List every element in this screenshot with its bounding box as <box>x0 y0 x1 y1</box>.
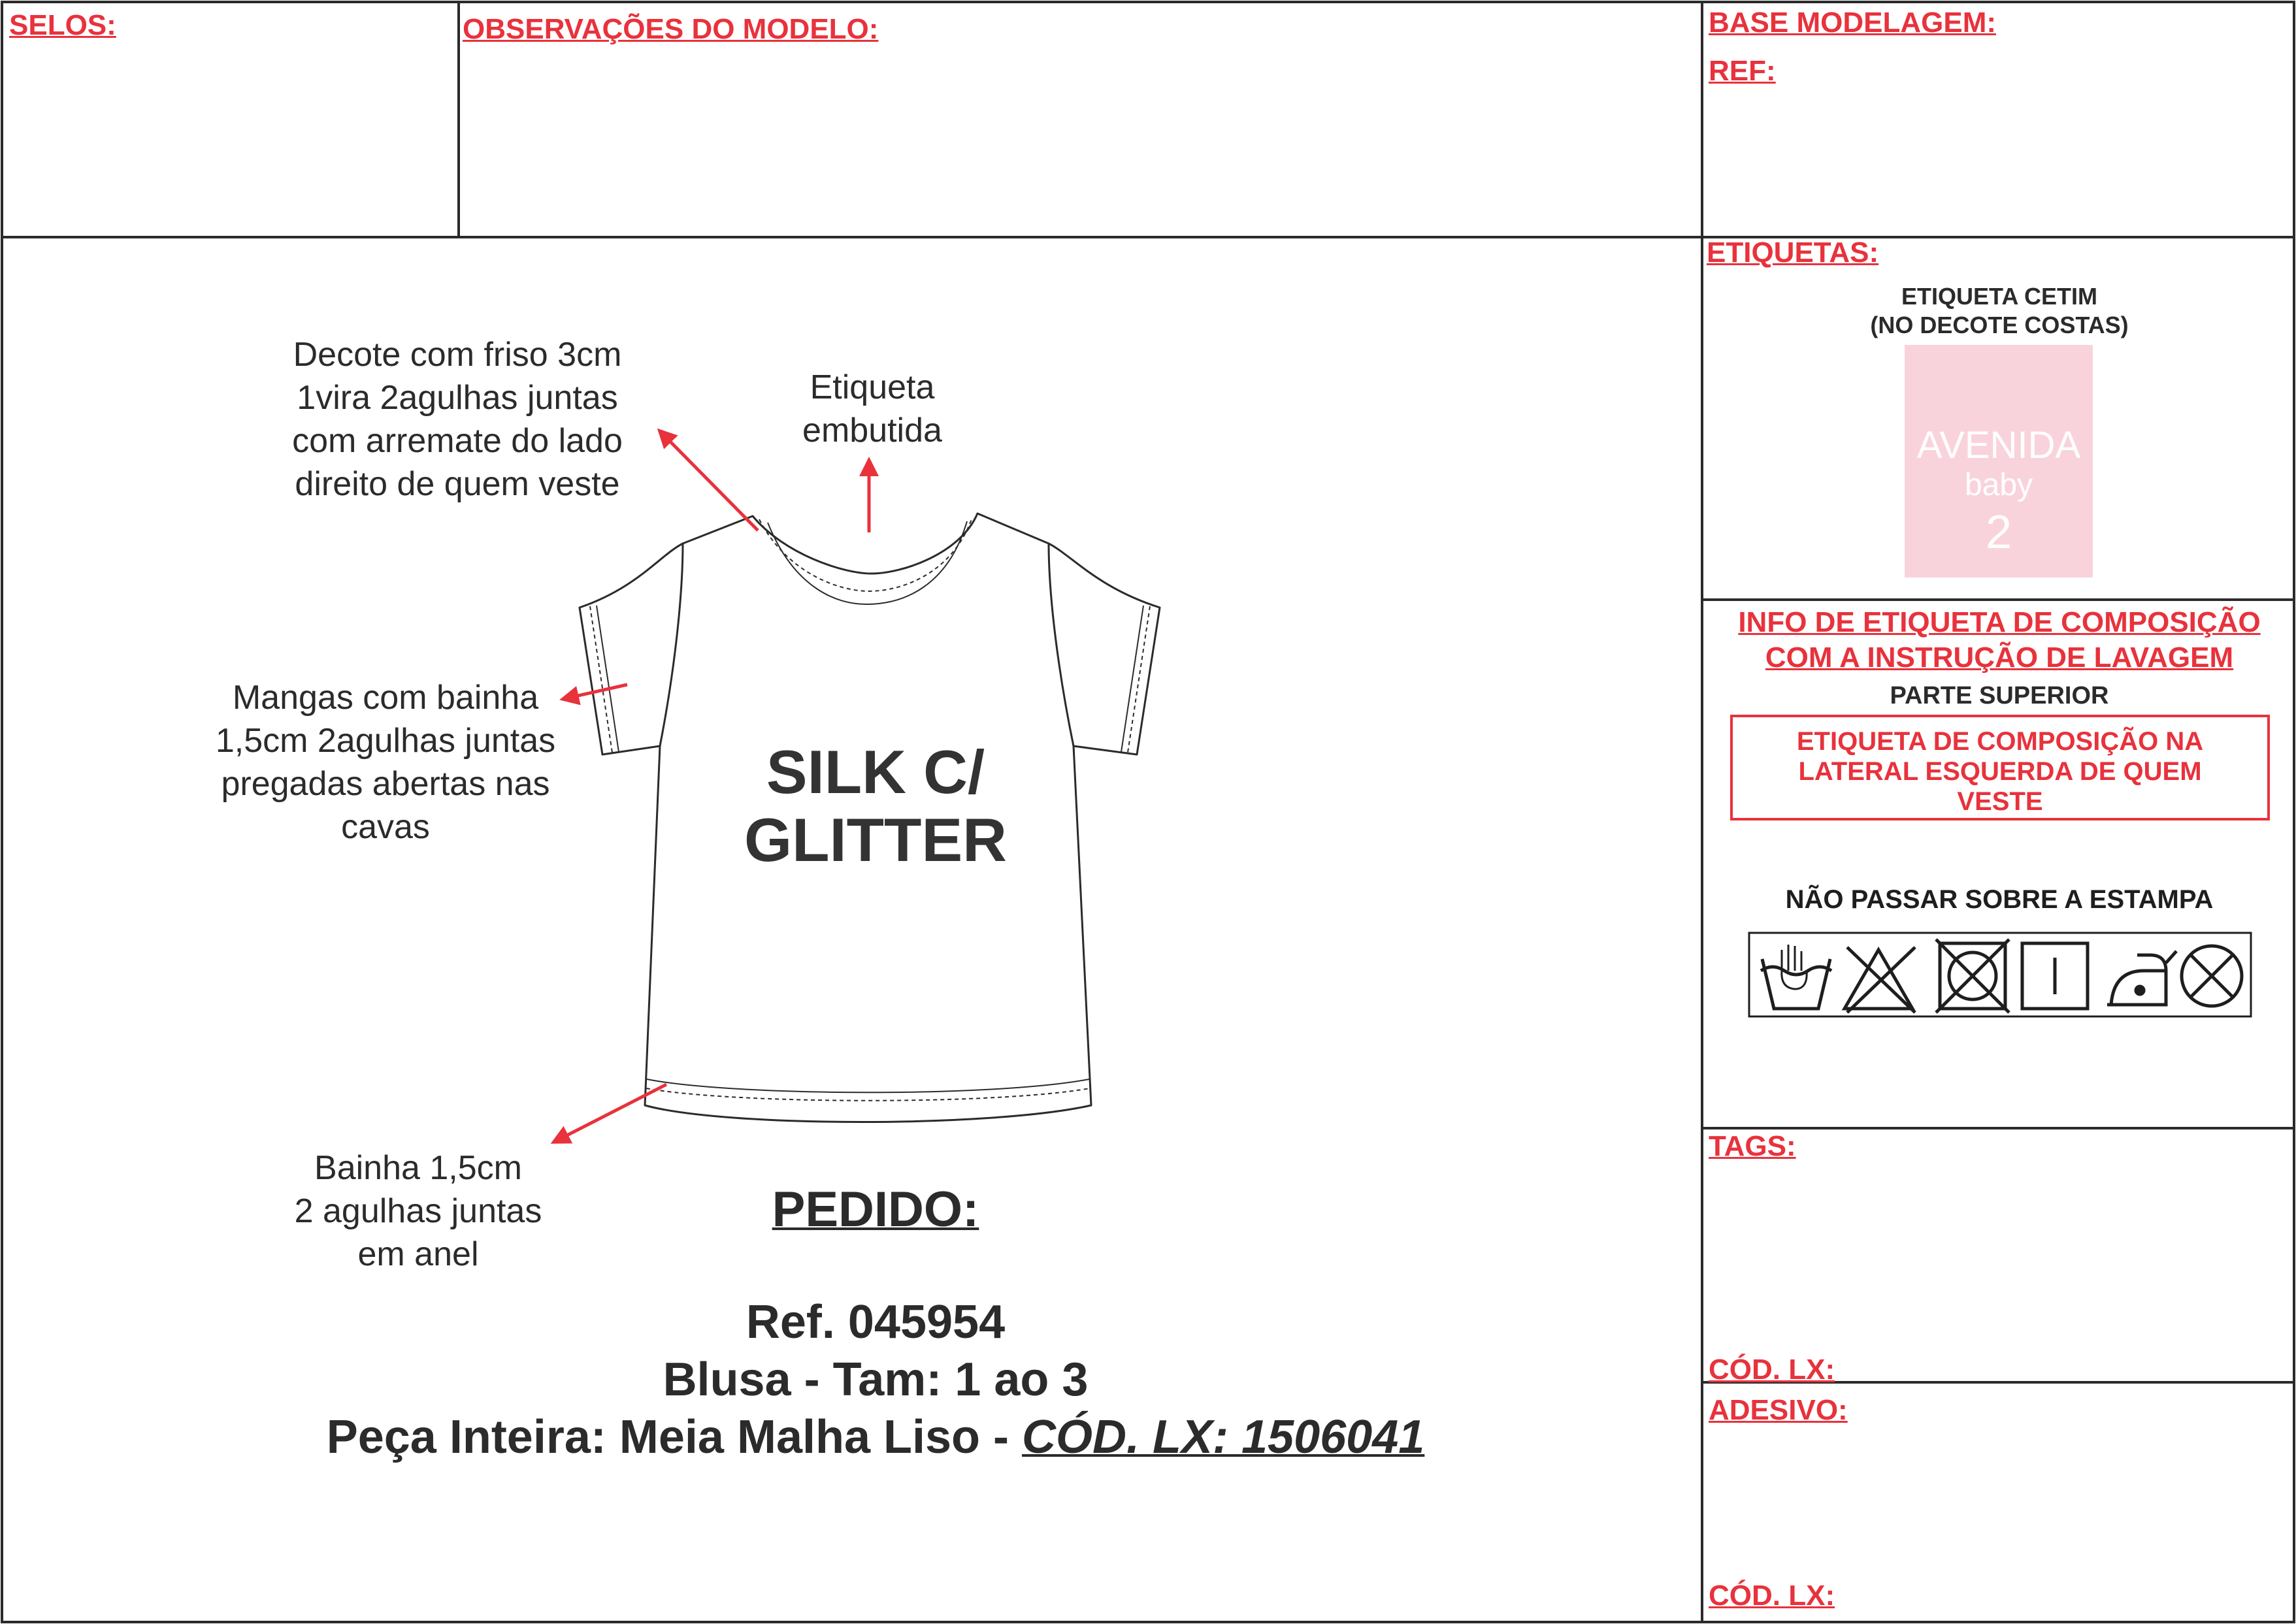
satin-tag <box>1905 345 2093 577</box>
note-bainha: Bainha 1,5cm 2 agulhas juntas em anel <box>294 1149 542 1273</box>
selos-label: SELOS: <box>9 9 116 41</box>
etiqueta-caption: ETIQUETA CETIM (NO DECOTE COSTAS) <box>1870 283 2129 338</box>
tag-brand: AVENIDA <box>1916 424 2081 466</box>
pedido-title: PEDIDO: <box>772 1182 979 1237</box>
order-product: Blusa - Tam: 1 ao 3 <box>663 1354 1089 1406</box>
parte-superior: PARTE SUPERIOR <box>1890 682 2109 709</box>
print-text: SILK C/ GLITTER <box>744 738 1008 874</box>
order-details <box>222 1293 1529 1466</box>
tags-label: TAGS: <box>1709 1130 1796 1162</box>
note-mangas: Mangas com bainha 1,5cm 2agulhas juntas pregadas abertas nas cavas <box>215 679 556 846</box>
tag-size: 2 <box>1985 506 2012 559</box>
etiquetas-label: ETIQUETAS: <box>1707 236 1879 268</box>
fabric-code: CÓD. LX: 1506041 <box>1022 1411 1425 1463</box>
order-fabric: Peça Inteira: Meia Malha Liso - CÓD. LX: 1506041 <box>326 1411 1425 1463</box>
ref-label: REF: <box>1709 55 1776 87</box>
tags-cod-label: CÓD. LX: <box>1709 1354 1835 1386</box>
order-ref: Ref. 045954 <box>746 1296 1006 1348</box>
bainha-arrow <box>554 1084 666 1142</box>
composicao-box: ETIQUETA DE COMPOSIÇÃO NA LATERAL ESQUERDA DE QUEM VESTE <box>1730 715 2270 820</box>
composicao-title: INFO DE ETIQUETA DE COMPOSIÇÃO COM A INSTRUÇÃO DE LAVAGEM <box>1738 606 2261 674</box>
care-icons-strip <box>1748 932 2252 1018</box>
adesivo-cod-label: CÓD. LX: <box>1709 1580 1835 1612</box>
observacoes-label: OBSERVAÇÕES DO MODELO: <box>463 13 879 45</box>
adesivo-label: ADESIVO: <box>1709 1394 1848 1426</box>
warning-text: NÃO PASSAR SOBRE A ESTAMPA <box>1785 885 2214 914</box>
note-decote: Decote com friso 3cm 1vira 2agulhas juntas com arremate do lado direito de quem veste <box>292 336 623 503</box>
tag-sub: baby <box>1964 468 2033 502</box>
base-modelagem-label: BASE MODELAGEM: <box>1709 7 1996 39</box>
note-etiqueta: Etiqueta embutida <box>802 368 942 449</box>
